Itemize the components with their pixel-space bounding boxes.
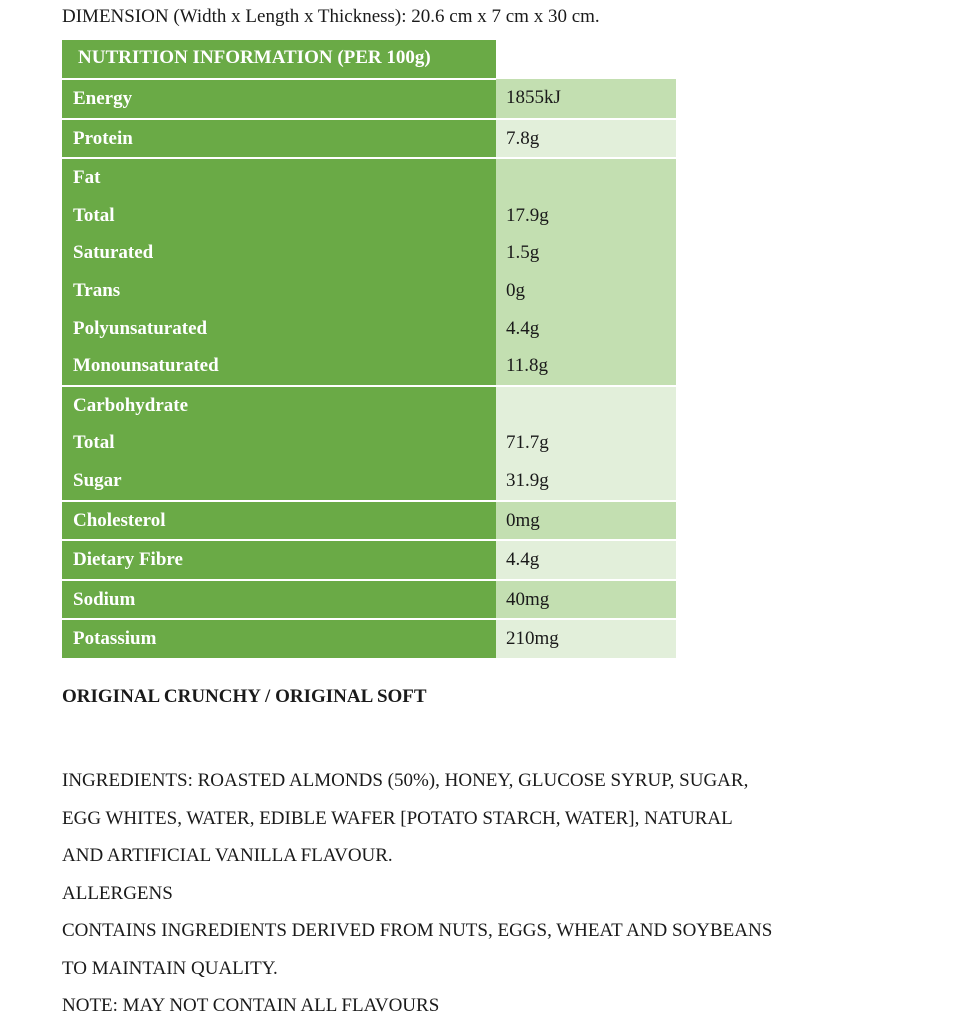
nutrient-label-cell <box>62 158 496 386</box>
ingredients-line: CONTAINS INGREDIENTS DERIVED FROM NUTS, EGGS, WHEAT AND SOYBEANS <box>62 920 773 941</box>
nutrient-label-cell <box>62 79 496 119</box>
nutrient-value-cell <box>496 619 676 659</box>
nutrient-value: 11.8g <box>506 355 549 377</box>
nutrient-label: Trans <box>73 279 121 301</box>
nutrient-value <box>496 387 676 425</box>
nutrient-value: 31.9g <box>506 469 549 491</box>
nutrient-label-cell <box>62 580 496 620</box>
nutrition-title: NUTRITION INFORMATION (PER 100g) <box>62 40 496 79</box>
nutrient-value: 4.4g <box>506 317 540 339</box>
nutrient-value-cell <box>496 158 676 386</box>
table-row <box>62 619 676 659</box>
nutrient-value: 1.5g <box>506 242 540 264</box>
nutrient-label-cell <box>62 501 496 541</box>
nutrient-label-cell <box>62 540 496 580</box>
nutrient-label-cell <box>62 119 496 159</box>
nutrition-table <box>62 40 676 660</box>
nutrition-header-row <box>62 40 676 79</box>
table-row <box>62 580 676 620</box>
nutrient-label: Total <box>73 204 115 226</box>
nutrient-value: 210mg <box>506 628 559 650</box>
nutrient-label: Fat <box>73 167 101 189</box>
nutrient-label: Protein <box>73 127 133 149</box>
ingredients-line: ALLERGENS <box>62 882 173 904</box>
nutrient-label: Dietary Fibre <box>73 549 183 571</box>
ingredients-line: INGREDIENTS: ROASTED ALMONDS (50%), HONEY, GLUCOSE SYRUP, SUGAR, <box>62 770 749 791</box>
dimension-text: DIMENSION (Width x Length x Thickness): 20.6 cm x 7 cm x 30 cm. <box>62 6 600 27</box>
ingredients-line: TO MAINTAIN QUALITY. <box>62 957 278 979</box>
nutrient-value: 17.9g <box>506 204 549 226</box>
nutrient-label: Total <box>73 432 115 454</box>
nutrient-label: Monounsaturated <box>73 355 219 377</box>
nutrient-value: 71.7g <box>506 432 549 454</box>
nutrient-label: Carbohydrate <box>73 394 189 416</box>
nutrient-label: Cholesterol <box>73 509 166 531</box>
ingredients-line: NOTE: MAY NOT CONTAIN ALL FLAVOURS <box>62 995 440 1016</box>
nutrient-label: Potassium <box>73 628 157 650</box>
nutrient-label: Sugar <box>73 469 122 491</box>
nutrient-value: 40mg <box>506 588 550 610</box>
nutrient-value <box>496 159 676 197</box>
table-row <box>62 119 676 159</box>
nutrient-value: 4.4g <box>506 549 540 571</box>
nutrient-label: Polyunsaturated <box>73 317 208 339</box>
nutrient-value: 0mg <box>506 509 540 531</box>
nutrient-value: 0g <box>506 279 525 301</box>
nutrient-label: Saturated <box>73 242 154 264</box>
table-row <box>62 501 676 541</box>
table-row <box>62 158 676 386</box>
table-row <box>62 79 676 119</box>
table-row <box>62 386 676 501</box>
nutrient-value-cell <box>496 119 676 159</box>
ingredients-line: EGG WHITES, WATER, EDIBLE WAFER [POTATO STARCH, WATER], NATURAL <box>62 807 733 829</box>
header-spacer <box>496 40 676 79</box>
nutrient-label-cell <box>62 619 496 659</box>
nutrient-value-cell <box>496 386 676 501</box>
nutrient-label: Energy <box>73 88 133 109</box>
nutrient-label: Sodium <box>73 588 136 610</box>
ingredients-block <box>62 762 772 1025</box>
nutrient-label-cell <box>62 386 496 501</box>
nutrient-value-cell <box>496 79 676 119</box>
nutrient-value-cell <box>496 580 676 620</box>
table-row <box>62 540 676 580</box>
nutrient-value-cell <box>496 540 676 580</box>
nutrient-value-cell <box>496 501 676 541</box>
nutrient-value: 7.8g <box>506 127 540 149</box>
ingredients-line: AND ARTIFICIAL VANILLA FLAVOUR. <box>62 845 393 866</box>
nutrient-value: 1855kJ <box>506 87 561 108</box>
product-variant-title: ORIGINAL CRUNCHY / ORIGINAL SOFT <box>62 686 427 707</box>
